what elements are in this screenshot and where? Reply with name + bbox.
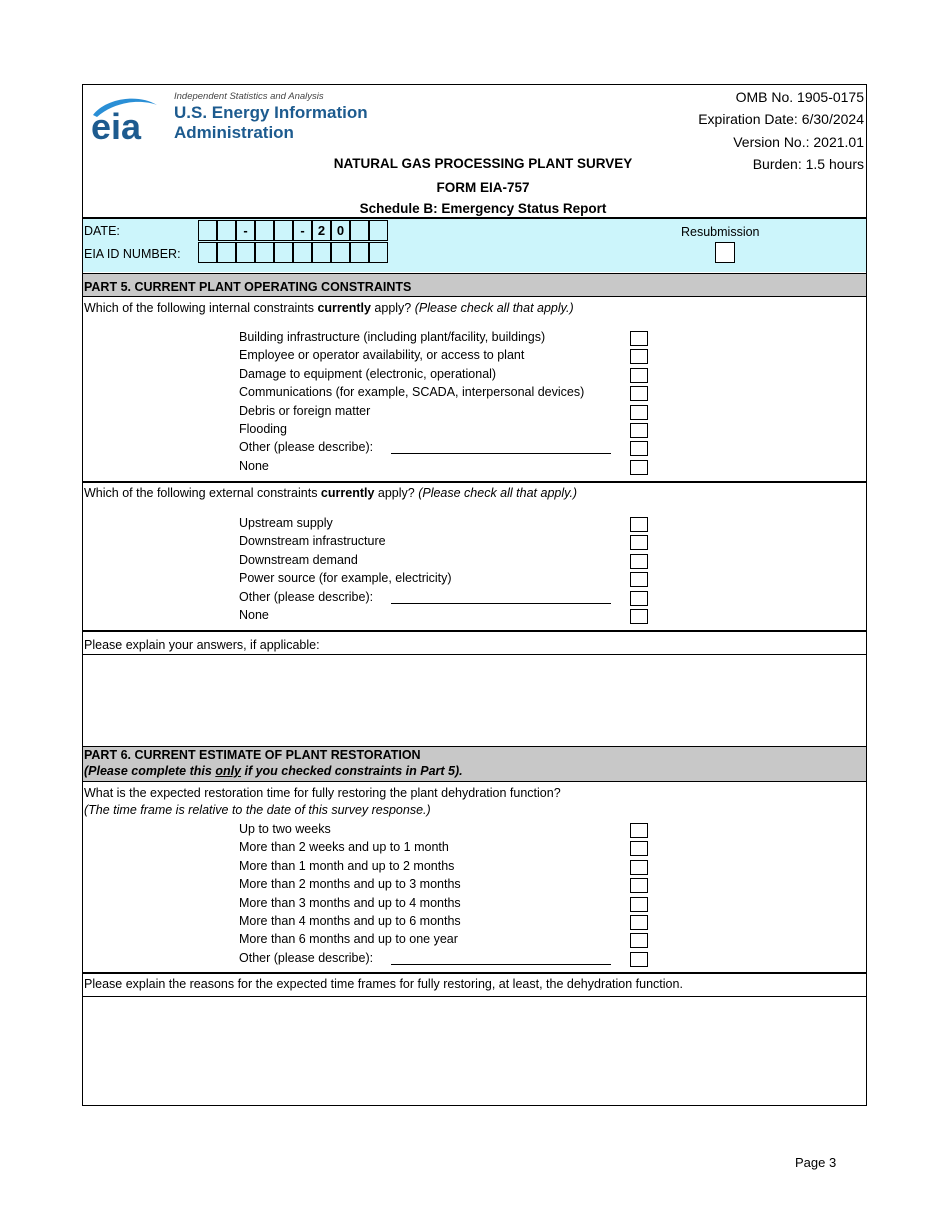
external-question <box>84 486 577 500</box>
eia-id-cell[interactable] <box>217 242 236 263</box>
eia-id-cell[interactable] <box>255 242 274 263</box>
external-question-post: apply? <box>374 486 419 500</box>
option-label: Other (please describe): <box>239 589 374 604</box>
external-question-emphasis: currently <box>320 486 375 500</box>
schedule-title: Schedule B: Emergency Status Report <box>359 201 607 216</box>
option-checkbox[interactable] <box>630 915 648 930</box>
other-describe-input[interactable] <box>391 439 611 454</box>
date-label: DATE: <box>84 224 120 238</box>
option-label: More than 2 months and up to 3 months <box>239 877 461 892</box>
internal-question <box>84 301 574 315</box>
part5-explain-textarea[interactable] <box>83 655 866 746</box>
part6-subtitle-post: if you checked constraints in Part 5). <box>241 764 463 778</box>
option-checkbox[interactable] <box>630 368 648 383</box>
option-label: More than 4 months and up to 6 months <box>239 914 461 928</box>
option-checkbox[interactable] <box>630 349 648 364</box>
internal-question-pre: Which of the following internal constraints <box>84 301 318 315</box>
option-checkbox[interactable] <box>630 933 648 948</box>
option-checkbox[interactable] <box>630 535 648 550</box>
option-label: More than 3 months and up to 4 months <box>239 895 461 910</box>
divider <box>83 972 866 974</box>
other-describe-input[interactable] <box>391 950 611 965</box>
eia-id-label: EIA ID NUMBER: <box>84 247 181 261</box>
part5-title: PART 5. CURRENT PLANT OPERATING CONSTRAINTS <box>84 280 412 294</box>
eia-id-cell[interactable] <box>198 242 217 263</box>
option-label: Communications (for example, SCADA, interpersonal devices) <box>239 385 585 400</box>
option-label: Upstream supply <box>239 516 333 530</box>
logo-line-2: Administration <box>174 123 294 142</box>
date-cell[interactable]: 0 <box>331 220 350 241</box>
option-label: None <box>239 608 269 622</box>
part6-title: PART 6. CURRENT ESTIMATE OF PLANT RESTORATION <box>84 748 421 762</box>
option-checkbox[interactable] <box>630 609 648 624</box>
date-cell[interactable] <box>217 220 236 241</box>
option-label: Other (please describe): <box>239 950 374 965</box>
part6-explain-textarea[interactable] <box>83 997 866 1105</box>
eia-id-cell[interactable] <box>312 242 331 263</box>
internal-question-note: (Please check all that apply.) <box>414 301 574 315</box>
part6-subtitle <box>84 764 463 778</box>
date-cell[interactable]: 2 <box>312 220 331 241</box>
option-label: More than 6 months and up to one year <box>239 932 458 947</box>
option-label: Power source (for example, electricity) <box>239 571 452 586</box>
option-checkbox[interactable] <box>630 441 648 456</box>
logo-tagline: Independent Statistics and Analysis <box>174 91 324 102</box>
survey-title: NATURAL GAS PROCESSING PLANT SURVEY <box>333 156 633 171</box>
restoration-question-note: (The time frame is relative to the date of this survey response.) <box>84 803 431 817</box>
option-label: Debris or foreign matter <box>239 403 371 418</box>
option-checkbox[interactable] <box>630 572 648 587</box>
date-cell[interactable]: - <box>236 220 255 241</box>
logo-mark: eia <box>91 106 142 143</box>
option-label: More than 2 weeks and up to 1 month <box>239 840 449 855</box>
page-number: Page 3 <box>795 1155 837 1170</box>
option-checkbox[interactable] <box>630 841 648 856</box>
option-checkbox[interactable] <box>630 460 648 475</box>
option-label: Flooding <box>239 422 287 436</box>
divider <box>83 630 866 632</box>
restoration-question: What is the expected restoration time for fully restoring the plant dehydration function? <box>84 786 561 800</box>
option-label: More than 1 month and up to 2 months <box>239 858 455 873</box>
eia-id-cell[interactable] <box>331 242 350 263</box>
eia-id-cell[interactable] <box>236 242 255 263</box>
date-cell[interactable] <box>198 220 217 241</box>
part6-subtitle-only: only <box>215 764 242 778</box>
expiration-date: Expiration Date: 6/30/2024 <box>698 111 864 127</box>
eia-id-cell[interactable] <box>369 242 388 263</box>
resubmission-label: Resubmission <box>681 225 760 239</box>
logo-line-1: U.S. Energy Information <box>174 103 368 122</box>
option-checkbox[interactable] <box>630 554 648 569</box>
option-label: None <box>239 458 269 473</box>
option-label: Downstream demand <box>239 552 358 567</box>
eia-id-cell[interactable] <box>274 242 293 263</box>
date-cell[interactable] <box>350 220 369 241</box>
eia-logo <box>89 91 169 143</box>
internal-question-post: apply? <box>370 301 415 315</box>
option-label: Downstream infrastructure <box>239 534 386 549</box>
burden-hours: Burden: 1.5 hours <box>752 156 864 172</box>
option-label: Damage to equipment (electronic, operational) <box>239 366 497 381</box>
divider <box>83 781 866 782</box>
resubmission-checkbox[interactable] <box>715 242 735 263</box>
option-checkbox[interactable] <box>630 386 648 401</box>
part5-explain-label: Please explain your answers, if applicable: <box>84 638 320 652</box>
date-cell[interactable] <box>274 220 293 241</box>
option-checkbox[interactable] <box>630 860 648 875</box>
eia-id-cell[interactable] <box>293 242 312 263</box>
option-label: Building infrastructure (including plant/facility, buildings) <box>239 330 546 344</box>
eia-id-cell[interactable] <box>350 242 369 263</box>
omb-number: OMB No. 1905-0175 <box>735 89 864 105</box>
option-checkbox[interactable] <box>630 823 648 838</box>
other-describe-input[interactable] <box>391 589 611 604</box>
external-question-note: (Please check all that apply.) <box>418 486 578 500</box>
date-cell[interactable]: - <box>293 220 312 241</box>
option-checkbox[interactable] <box>630 517 648 532</box>
form-eia-757 <box>82 84 867 1106</box>
divider <box>83 296 866 297</box>
divider <box>83 481 866 483</box>
option-label: Up to two weeks <box>239 822 331 836</box>
option-checkbox[interactable] <box>630 331 648 346</box>
option-label: Other (please describe): <box>239 440 374 455</box>
date-cell[interactable] <box>369 220 388 241</box>
option-checkbox[interactable] <box>630 405 648 420</box>
option-checkbox[interactable] <box>630 423 648 438</box>
option-label: Employee or operator availability, or access to plant <box>239 348 525 363</box>
option-checkbox[interactable] <box>630 897 648 912</box>
part6-subtitle-pre: (Please complete this <box>84 764 216 778</box>
option-checkbox[interactable] <box>630 952 648 967</box>
external-question-pre: Which of the following external constraints <box>84 486 321 500</box>
option-checkbox[interactable] <box>630 878 648 893</box>
date-cell[interactable] <box>255 220 274 241</box>
internal-question-emphasis: currently <box>317 301 371 315</box>
version-number: Version No.: 2021.01 <box>733 134 864 150</box>
part6-explain-label: Please explain the reasons for the expected time frames for fully restoring, at least, the dehydration function. <box>84 977 683 991</box>
option-checkbox[interactable] <box>630 591 648 606</box>
form-number: FORM EIA-757 <box>436 180 530 195</box>
